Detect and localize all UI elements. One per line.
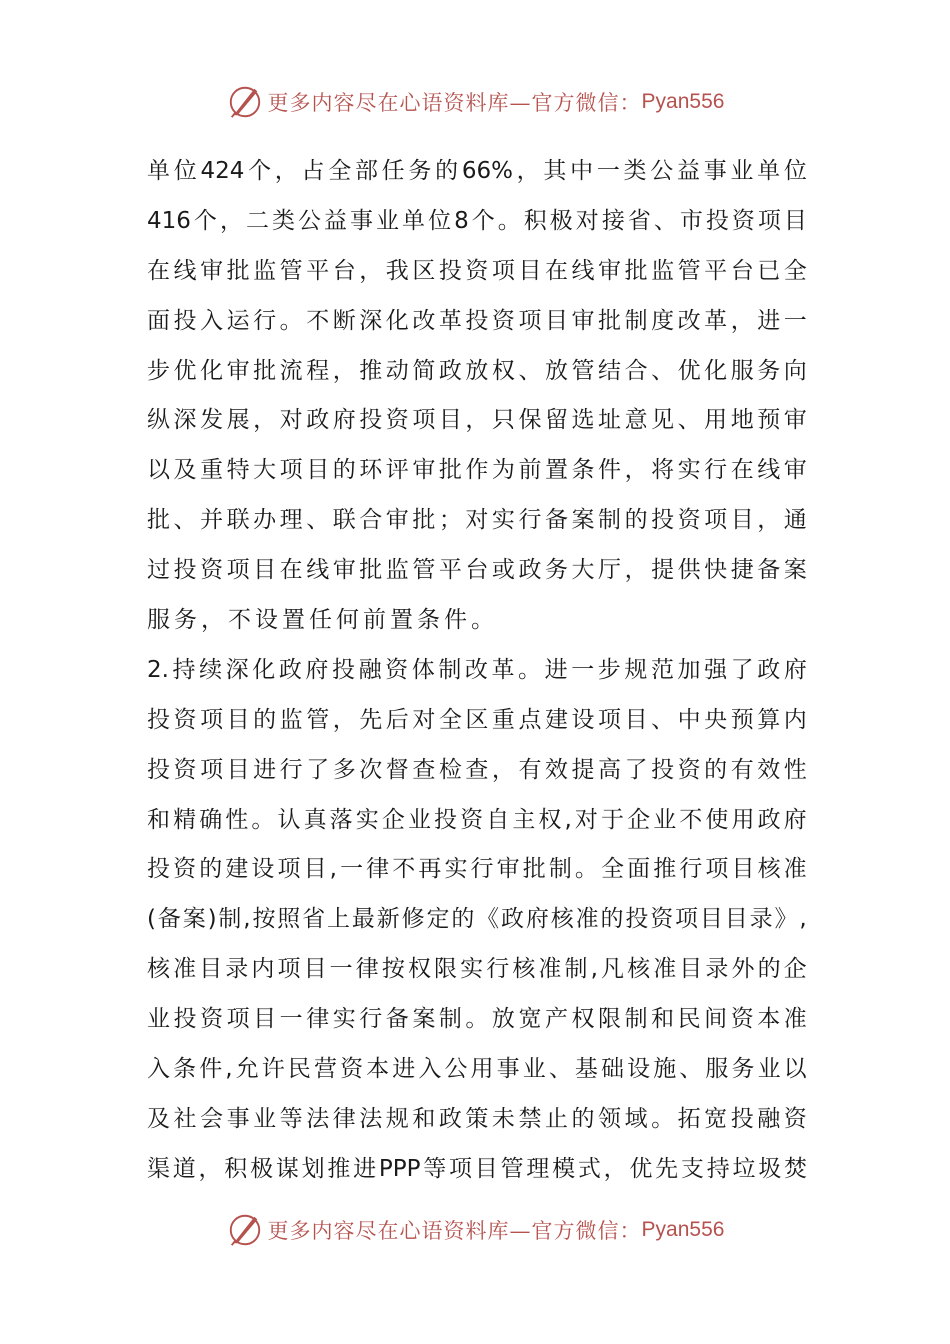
watermark-text: 更多内容尽在心语资料库—官方微信：: [267, 1219, 642, 1243]
text-line: 过 投 资 项 目 在 线 审 批 监 管 平 台 或 政 务 大 厅 ， 提 供 快 捷 备 案: [147, 557, 807, 584]
text-line: 纵 深 发 展 ， 对 政 府 投 资 项 目 ， 只 保 留 选 址 意 见 、 用 地 预 审: [147, 407, 807, 434]
text-line: 渠 道 ， 积 极 谋 划 推 进 PPP 等 项 目 管 理 模 式 ， 优 先 支 持 垃 圾 焚: [147, 1155, 807, 1182]
quill-logo-icon: [226, 1211, 264, 1249]
footer-watermark: [0, 1210, 950, 1250]
watermark-wechat-id: Pyan556: [641, 90, 725, 113]
text-line: 在 线 审 批 监 管 平 台 ， 我 区 投 资 项 目 在 线 审 批 监 管 平 台 已 全: [147, 257, 807, 284]
watermark-text: 更多内容尽在心语资料库—官方微信：: [267, 91, 642, 115]
text-line: 核 准 目 录 内 项 目 一 律 按 权 限 实 行 核 准 制 , 凡 核 准 目 录 外 的 企: [147, 956, 807, 983]
text-line: 入 条 件 , 允 许 民 营 资 本 进 入 公 用 事 业 、 基 础 设 施 、 服 务 业 以: [147, 1056, 807, 1083]
text-line: 批 、 并 联 办 理 、 联 合 审 批 ； 对 实 行 备 案 制 的 投 资 项 目 ， 通: [147, 507, 807, 534]
text-line: 2. 持 续 深 化 政 府 投 融 资 体 制 改 革 。 进 一 步 规 范 加 强 了 政 府: [147, 656, 807, 683]
quill-logo-icon: [226, 83, 264, 121]
text-line: 服务，不设置任何前置条件。: [147, 607, 498, 634]
header-watermark: [0, 82, 950, 122]
text-line: 投 资 项 目 进 行 了 多 次 督 查 检 查 ， 有 效 提 高 了 投 资 的 有 效 性: [147, 756, 807, 783]
text-line: 步 优 化 审 批 流 程 ， 推 动 简 政 放 权 、 放 管 结 合 、 优 化 服 务 向: [147, 357, 807, 384]
text-line: ( 备 案 ) 制 , 按 照 省 上 最 新 修 定 的 《 政 府 核 准 的 投 资 项 目 目 录 》 ,: [147, 906, 807, 933]
text-line: 投 资 的 建 设 项 目 , 一 律 不 再 实 行 审 批 制 。 全 面 推 行 项 目 核 准: [147, 856, 807, 883]
text-line: 业 投 资 项 目 一 律 实 行 备 案 制 。 放 宽 产 权 限 制 和 民 间 资 本 准: [147, 1006, 807, 1033]
text-line: 和 精 确 性 。 认 真 落 实 企 业 投 资 自 主 权 , 对 于 企 业 不 使 用 政 府: [147, 806, 807, 833]
document-body: [147, 147, 807, 1195]
text-line: 416 个 ， 二 类 公 益 事 业 单 位 8 个 。 积 极 对 接 省 、 市 投 资 项 目: [147, 207, 807, 234]
text-line: 面 投 入 运 行 。 不 断 深 化 改 革 投 资 项 目 审 批 制 度 改 革 ， 进 一: [147, 307, 807, 334]
text-line: 及 社 会 事 业 等 法 律 法 规 和 政 策 未 禁 止 的 领 域 。 拓 宽 投 融 资: [147, 1105, 807, 1132]
text-line: 投 资 项 目 的 监 管 ， 先 后 对 全 区 重 点 建 设 项 目 、 中 央 预 算 内: [147, 706, 807, 733]
text-line: 以 及 重 特 大 项 目 的 环 评 审 批 作 为 前 置 条 件 ， 将 实 行 在 线 审: [147, 457, 807, 484]
watermark-wechat-id: Pyan556: [641, 1218, 725, 1241]
text-line: 单 位 424 个 ， 占 全 部 任 务 的 66% ， 其 中 一 类 公 益 事 业 单 位: [147, 158, 807, 184]
